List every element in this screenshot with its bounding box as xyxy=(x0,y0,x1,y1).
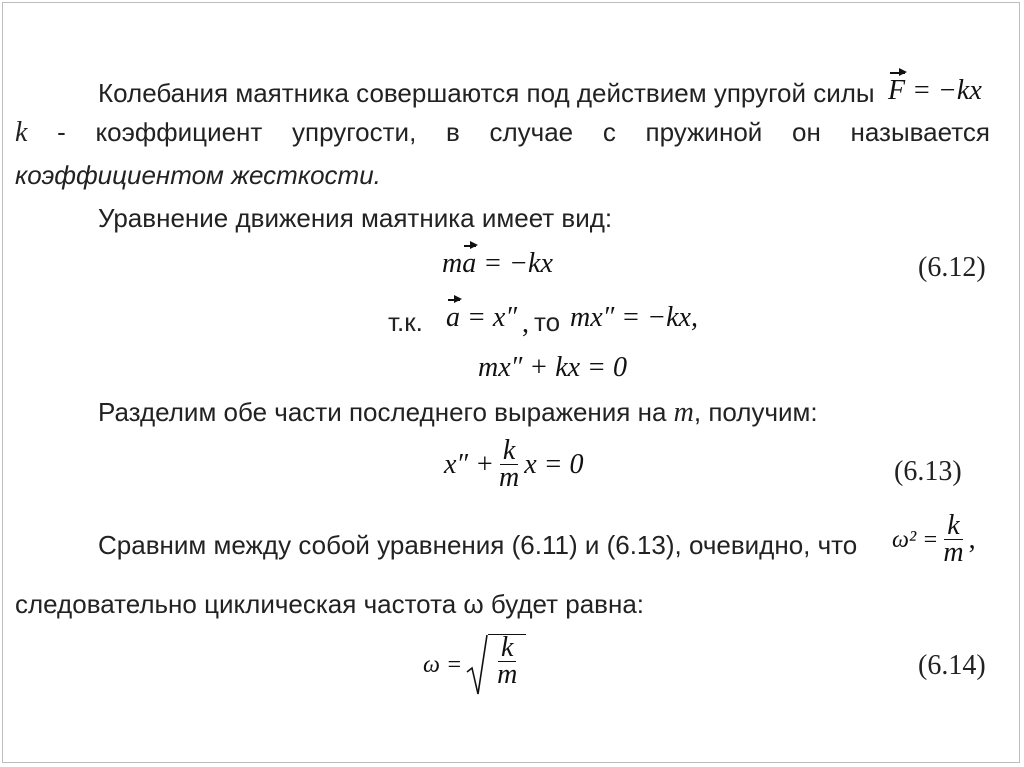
radicand xyxy=(488,634,526,696)
omega-squared-formula xyxy=(892,510,976,568)
equation-motion: mx″ + kx = 0 xyxy=(478,352,627,383)
mass-symbol: m xyxy=(442,248,463,279)
vector-a: a xyxy=(462,248,477,279)
paragraph-4-after: , получим: xyxy=(693,397,818,427)
paragraph-2-line xyxy=(15,117,990,148)
paragraph-4-m: m xyxy=(673,397,694,428)
tk-to: то xyxy=(534,307,561,337)
omega-squared: ω² = xyxy=(892,526,939,553)
omega-comma: , xyxy=(968,523,976,555)
vector-F: F xyxy=(888,75,906,106)
paragraph-1-text: Колебания маятника совершаются под действием упругой силы xyxy=(98,78,875,108)
tk-rhs: mx″ = −kx, xyxy=(570,302,698,333)
fraction-numerator-2: k xyxy=(944,513,962,540)
fraction-denominator-2: m xyxy=(943,537,964,568)
eq612-rhs: = −kx xyxy=(476,248,553,279)
equation-6-14 xyxy=(423,634,526,696)
square-root xyxy=(466,634,526,696)
eq613-rhs: x = 0 xyxy=(524,448,584,480)
tk-formula xyxy=(446,302,517,334)
vector-a-2: a xyxy=(446,302,460,333)
equation-number-6-14: (6.14) xyxy=(918,650,986,681)
fraction-denominator: m xyxy=(498,462,520,493)
equation-6-13 xyxy=(444,435,584,493)
eq613-lhs: x″ + xyxy=(444,448,494,480)
fraction-numerator-3: k xyxy=(498,635,516,662)
dash: - xyxy=(57,117,66,147)
word-5: с xyxy=(602,117,616,147)
radical-sign-icon xyxy=(466,634,488,696)
word-8: называется xyxy=(850,117,990,147)
equation-6-12 xyxy=(442,248,553,280)
fraction-numerator: k xyxy=(500,438,518,465)
equation-number-6-12: (6.12) xyxy=(918,252,986,283)
omega-lhs: ω = xyxy=(423,652,463,678)
word-1: коэффициент xyxy=(95,117,263,147)
paragraph-4-before: Разделим обе части последнего выражения на xyxy=(98,397,667,427)
word-6: пружиной xyxy=(645,117,763,147)
tk-mid: = x″ xyxy=(460,302,517,333)
paragraph-6-text: следовательно циклическая частота ω будет равна: xyxy=(15,589,645,619)
equation-number-6-13: (6.13) xyxy=(894,456,962,487)
fraction-denominator-3: m xyxy=(497,659,518,690)
force-rhs: = −kx xyxy=(905,75,982,106)
italic-term: коэффициентом жесткости. xyxy=(15,160,381,190)
tk-prefix: т.к. xyxy=(388,307,423,337)
k-symbol: k xyxy=(15,117,28,148)
paragraph-5-text: Сравним между собой уравнения (6.11) и (6.13), очевидно, что xyxy=(98,530,858,560)
word-7: он xyxy=(791,117,821,147)
fraction-k-m xyxy=(496,435,522,493)
word-3: в xyxy=(445,117,460,147)
fraction-k-m-2 xyxy=(940,510,966,568)
tk-comma: , xyxy=(522,308,529,339)
force-formula xyxy=(888,75,982,107)
paragraph-4 xyxy=(98,397,818,428)
paragraph-3-text: Уравнение движения маятника имеет вид: xyxy=(98,203,613,233)
word-4: случае xyxy=(489,117,574,147)
word-2: упругости, xyxy=(292,117,417,147)
fraction-k-m-3 xyxy=(494,632,520,690)
